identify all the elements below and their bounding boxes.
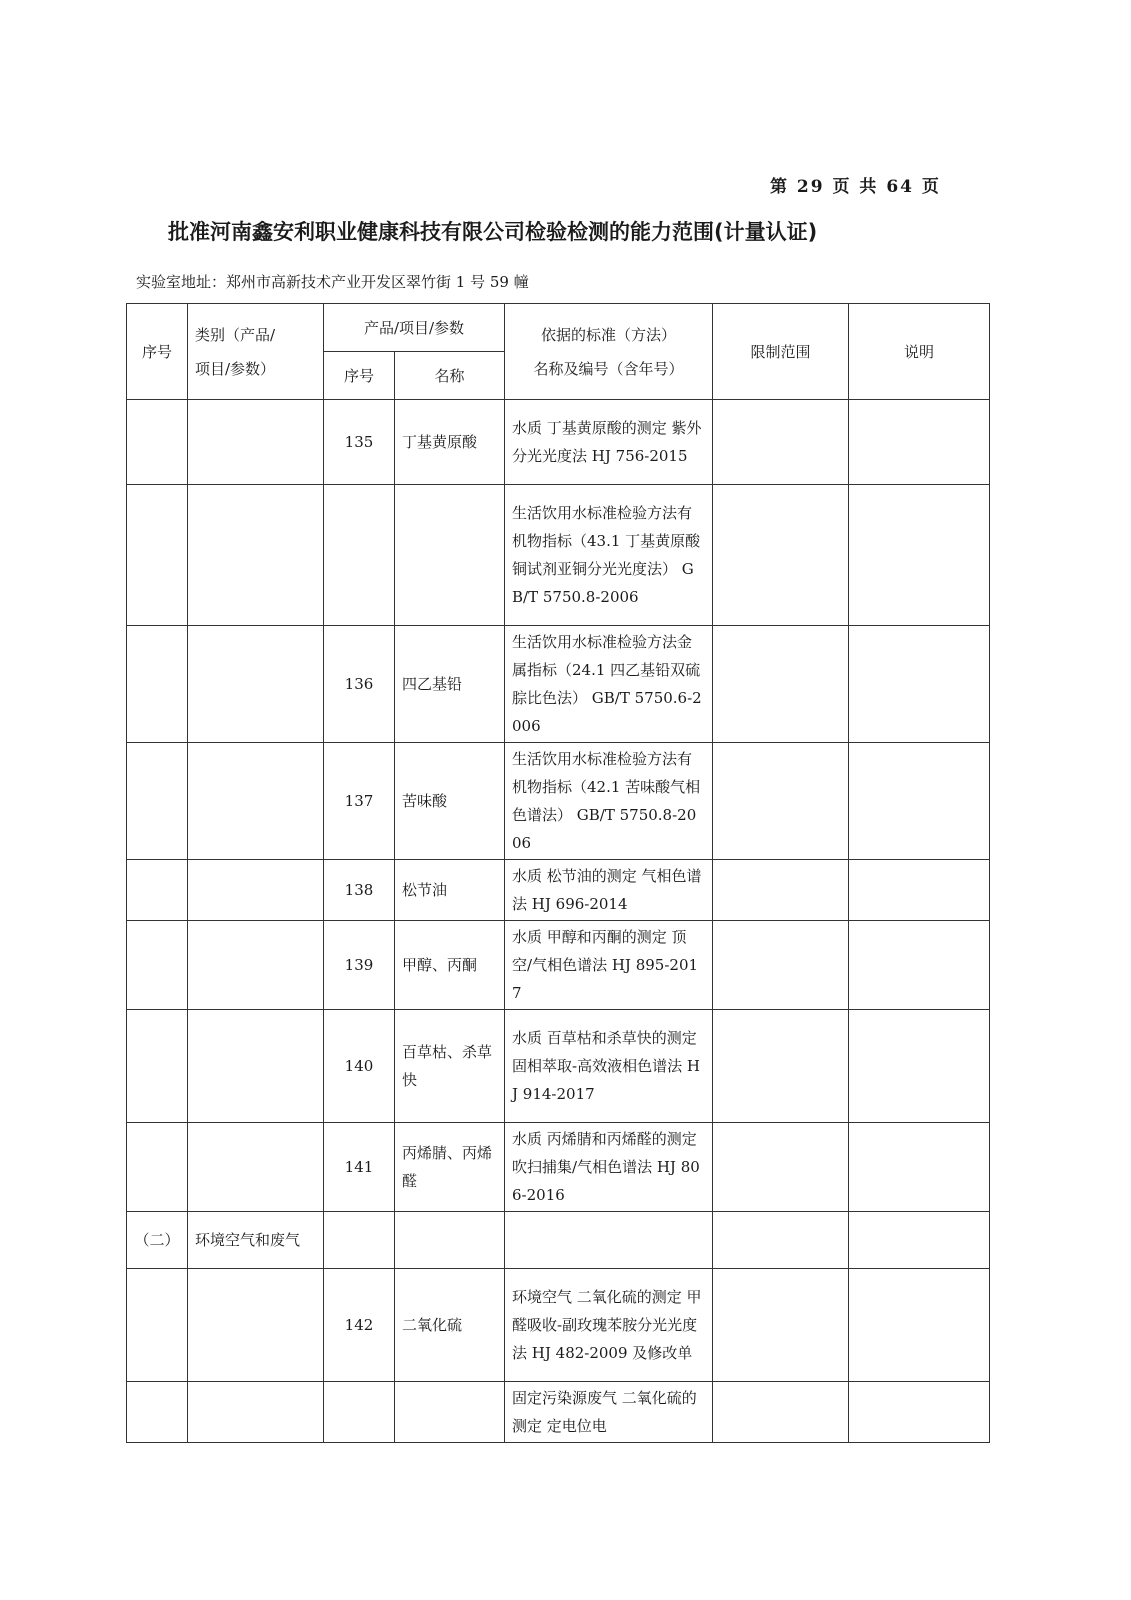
row-limit [713, 1212, 849, 1269]
row-name: 四乙基铅 [395, 626, 505, 743]
table-row [127, 400, 990, 485]
row-standard: 水质 百草枯和杀草快的测定 固相萃取-高效液相色谱法 HJ 914-2017 [505, 1010, 713, 1123]
row-no: 142 [324, 1269, 395, 1382]
table-row [127, 1382, 990, 1443]
table-row [127, 1123, 990, 1212]
row-standard: 水质 甲醇和丙酮的测定 顶空/气相色谱法 HJ 895-2017 [505, 921, 713, 1010]
table-row [127, 1010, 990, 1123]
header-standard-line2: 名称及编号（含年号） [533, 359, 684, 378]
table-row [127, 1269, 990, 1382]
row-limit [713, 1123, 849, 1212]
row-limit [713, 1269, 849, 1382]
table-body [127, 400, 990, 1443]
row-name: 丙烯腈、丙烯醛 [395, 1123, 505, 1212]
row-seq: （二） [127, 1212, 188, 1269]
row-note [849, 400, 990, 485]
row-limit [713, 626, 849, 743]
row-standard: 水质 丙烯腈和丙烯醛的测定 吹扫捕集/气相色谱法 HJ 806-2016 [505, 1123, 713, 1212]
row-category [188, 1010, 324, 1123]
row-standard [505, 1212, 713, 1269]
row-note [849, 921, 990, 1010]
row-standard: 环境空气 二氧化硫的测定 甲醛吸收-副玫瑰苯胺分光光度法 HJ 482-2009 及修改单 [505, 1269, 713, 1382]
table-row [127, 1212, 990, 1269]
row-no [324, 1212, 395, 1269]
row-limit [713, 1382, 849, 1443]
row-category [188, 400, 324, 485]
row-no: 135 [324, 400, 395, 485]
table-row [127, 743, 990, 860]
row-seq [127, 485, 188, 626]
row-note [849, 1212, 990, 1269]
row-standard: 固定污染源废气 二氧化硫的测定 定电位电 [505, 1382, 713, 1443]
row-no: 137 [324, 743, 395, 860]
row-name: 松节油 [395, 860, 505, 921]
row-limit [713, 743, 849, 860]
row-name: 丁基黄原酸 [395, 400, 505, 485]
row-standard: 水质 丁基黄原酸的测定 紫外分光光度法 HJ 756-2015 [505, 400, 713, 485]
header-limit: 限制范围 [713, 304, 849, 400]
header-sub-seq: 序号 [324, 352, 395, 400]
document-title: 批准河南鑫安利职业健康科技有限公司检验检测的能力范围(计量认证) [168, 220, 818, 244]
table-header [127, 304, 990, 400]
row-no: 138 [324, 860, 395, 921]
row-note [849, 626, 990, 743]
row-category [188, 1123, 324, 1212]
header-standard [505, 304, 713, 400]
row-seq [127, 743, 188, 860]
row-no: 136 [324, 626, 395, 743]
capability-table [126, 303, 990, 1443]
row-standard: 水质 松节油的测定 气相色谱法 HJ 696-2014 [505, 860, 713, 921]
row-no: 141 [324, 1123, 395, 1212]
row-name: 甲醇、丙酮 [395, 921, 505, 1010]
header-seq: 序号 [127, 304, 188, 400]
row-name: 苦味酸 [395, 743, 505, 860]
row-category [188, 1382, 324, 1443]
row-note [849, 485, 990, 626]
header-note: 说明 [849, 304, 990, 400]
header-standard-line1: 依据的标准（方法） [541, 325, 677, 344]
row-seq [127, 1010, 188, 1123]
header-product-group: 产品/项目/参数 [324, 304, 505, 352]
row-note [849, 1123, 990, 1212]
header-category-line1: 类别（产品/ [195, 325, 276, 344]
row-seq [127, 1382, 188, 1443]
row-seq [127, 1269, 188, 1382]
row-name: 二氧化硫 [395, 1269, 505, 1382]
row-category [188, 626, 324, 743]
row-category [188, 860, 324, 921]
row-limit [713, 860, 849, 921]
page-number: 第 29 页 共 64 页 [770, 177, 941, 197]
lab-address: 实验室地址：郑州市高新技术产业开发区翠竹街 1 号 59 幢 [136, 273, 529, 291]
row-name [395, 485, 505, 626]
row-no [324, 1382, 395, 1443]
row-note [849, 1010, 990, 1123]
row-limit [713, 400, 849, 485]
header-category [188, 304, 324, 400]
row-name [395, 1212, 505, 1269]
row-note [849, 860, 990, 921]
row-category [188, 921, 324, 1010]
table-row [127, 860, 990, 921]
table-row [127, 921, 990, 1010]
table-row [127, 485, 990, 626]
row-no: 139 [324, 921, 395, 1010]
row-category: 环境空气和废气 [188, 1212, 324, 1269]
row-seq [127, 921, 188, 1010]
row-limit [713, 485, 849, 626]
row-no: 140 [324, 1010, 395, 1123]
row-limit [713, 921, 849, 1010]
header-name: 名称 [395, 352, 505, 400]
header-category-line2: 项目/参数） [195, 359, 276, 378]
row-seq [127, 400, 188, 485]
row-category [188, 1269, 324, 1382]
row-note [849, 1269, 990, 1382]
row-standard: 生活饮用水标准检验方法金属指标（24.1 四乙基铅双硫腙比色法） GB/T 5750.6-2006 [505, 626, 713, 743]
row-name: 百草枯、杀草快 [395, 1010, 505, 1123]
row-seq [127, 860, 188, 921]
row-note [849, 743, 990, 860]
row-standard: 生活饮用水标准检验方法有机物指标（42.1 苦味酸气相色谱法） GB/T 5750.8-2006 [505, 743, 713, 860]
table-row [127, 626, 990, 743]
row-category [188, 743, 324, 860]
row-no [324, 485, 395, 626]
row-note [849, 1382, 990, 1443]
row-limit [713, 1010, 849, 1123]
row-seq [127, 1123, 188, 1212]
row-name [395, 1382, 505, 1443]
row-seq [127, 626, 188, 743]
row-standard: 生活饮用水标准检验方法有机物指标（43.1 丁基黄原酸铜试剂亚铜分光光度法） GB/T 5750.8-2006 [505, 485, 713, 626]
row-category [188, 485, 324, 626]
